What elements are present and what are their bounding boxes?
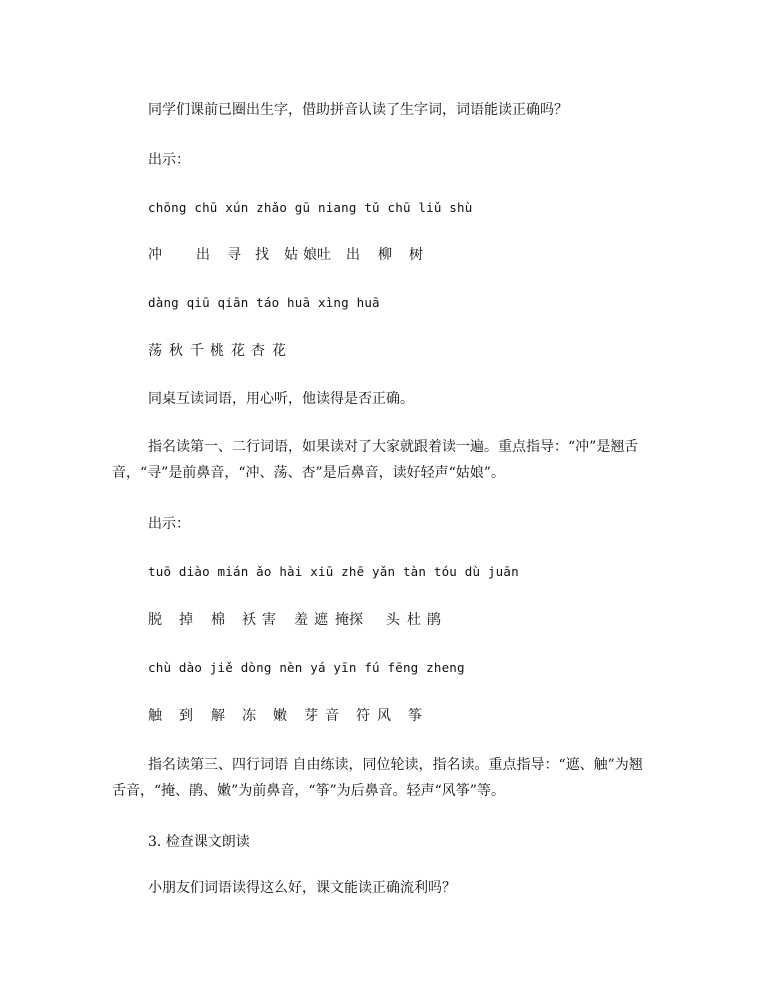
char: 筝 [408,708,422,724]
char: 头 [386,612,400,628]
char: 冻 [242,708,256,724]
char: 姑 [284,247,298,263]
pair-read-paragraph: 同桌互读词语，用心听，他读得是否正确。 [148,391,414,407]
intro-paragraph: 同学们课前已圈出生字，借助拼音认读了生字词，词语能读正确吗？ [148,102,568,118]
char: 掩探 [335,612,363,628]
pinyin-row-2: dàng qiū qiān táo huā xìng huā [148,295,380,310]
char: 花 [272,343,286,359]
char: 脱 [148,612,162,628]
pinyin-row-3: tuō diào mián ǎo hài xiū zhē yǎn tàn tóu dù juān [148,564,519,579]
char: 树 [409,247,423,263]
char: 冲 [148,247,162,263]
pinyin-row-4: chù dào jiě dòng nèn yá yīn fú fēng zheng [148,660,465,675]
char: 嫩 [273,708,287,724]
char: 触 [148,708,162,724]
char: 秋 [169,343,183,359]
char: 寻 [227,247,241,263]
char: 遮 [314,612,328,628]
guide-paragraph-2: 指名读第三、四行词语 自由练读，同位轮读，指名读。重点指导：“遮、触”为翘舌音，“掩、鹃、嫩”为前鼻音，“筝”为后鼻音。轻声“风筝”等。 [112,757,643,799]
pinyin-row-1: chōng chū xún zhǎo gū niang tǔ chū liǔ shù [148,200,473,215]
char: 解 [211,708,225,724]
char: 风 [377,708,391,724]
char: 到 [179,708,193,724]
char: 掉 [179,612,193,628]
section-3-heading: 3. 检查课文朗读 [148,834,250,850]
show-label-1: 出示： [148,152,190,168]
char: 鹃 [427,612,441,628]
char: 出 [346,247,360,263]
char: 杏 [251,343,265,359]
guide-paragraph-1: 指名读第一、二行词语，如果读对了大家就跟着读一遍。重点指导：“冲”是翘舌音，“寻”是前鼻音，“冲、荡、杏”是后鼻音，读好轻声“姑娘”。 [112,439,639,481]
char: 羞 [294,612,308,628]
char: 棉 [211,612,225,628]
char: 桃 [210,343,224,359]
char: 音 [325,708,339,724]
char: 袄 [242,612,256,628]
char: 柳 [378,247,392,263]
char: 千 [190,343,204,359]
char: 杜 [407,612,421,628]
char: 娘吐 [303,247,331,263]
char: 找 [255,247,269,263]
char: 芽 [304,708,318,724]
show-label-2: 出示： [148,516,190,532]
char: 害 [262,612,276,628]
char: 符 [356,708,370,724]
char: 出 [196,247,210,263]
char: 荡 [148,343,162,359]
char: 花 [231,343,245,359]
question-paragraph: 小朋友们词语读得这么好，课文能读正确流利吗？ [148,880,456,896]
